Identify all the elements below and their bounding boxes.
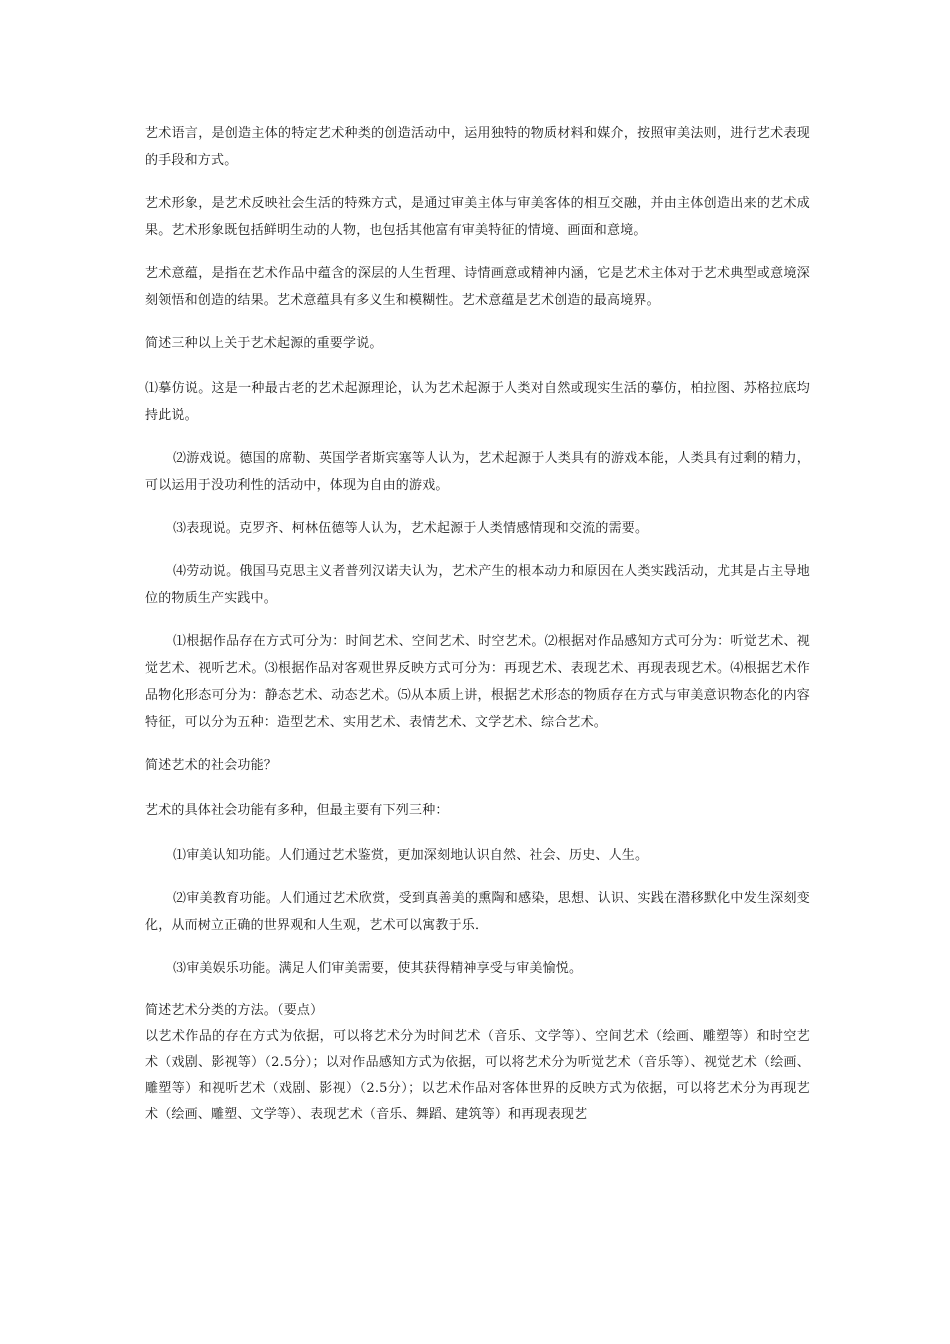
paragraph-art-image: 艺术形象，是艺术反映社会生活的特殊方式，是通过审美主体与审美客体的相互交融，并由主体创造出来的艺术成果。艺术形象既包括鲜明生动的人物，也包括其他富有审美特征的情境、画面和意境。: [145, 196, 810, 238]
answer-labor-theory: ⑷劳动说。俄国马克思主义者普列汉诺夫认为，艺术产生的根本动力和原因在人类实践活动，尤其是占主导地位的物质生产实践中。: [145, 564, 810, 606]
question-social-function: 简述艺术的社会功能？: [145, 758, 278, 773]
answer-play-theory: ⑵游戏说。德国的席勒、英国学者斯宾塞等人认为，艺术起源于人类具有的游戏本能，人类具有过剩的精力，可以运用于没功利性的活动中，体现为自由的游戏。: [145, 451, 810, 493]
paragraph-art-language: 艺术语言，是创造主体的特定艺术种类的创造活动中，运用独特的物质材料和媒介，按照审美法则，进行艺术表现的手段和方式。: [145, 126, 810, 168]
paragraph-art-connotation: 艺术意蕴，是指在艺术作品中蕴含的深层的人生哲理、诗情画意或精神内涵，它是艺术主体对于艺术典型或意境深刻领悟和创造的结果。艺术意蕴具有多义生和模糊性。艺术意蕴是艺术创造的最高境界。: [145, 266, 810, 308]
question-classification-method: 简述艺术分类的方法。（要点）: [145, 1003, 324, 1018]
answer-cognitive-function: ⑴审美认知功能。人们通过艺术鉴赏，更加深刻地认识自然、社会、历史、人生。: [173, 848, 649, 863]
answer-imitation-theory: ⑴摹仿说。这是一种最古老的艺术起源理论，认为艺术起源于人类对自然或现实生活的摹仿，柏拉图、苏格拉底均持此说。: [145, 381, 810, 423]
answer-education-function: ⑵审美教育功能。人们通过艺术欣赏，受到真善美的熏陶和感染，思想、认识、实践在潜移默化中发生深刻变化，从而树立正确的世界观和人生观，艺术可以寓教于乐．: [145, 891, 810, 933]
answer-expression-theory: ⑶表现说。克罗齐、柯林伍德等人认为，艺术起源于人类情感情现和交流的需要。: [173, 521, 649, 536]
document-page: [145, 120, 810, 1128]
paragraph-classification-list: ⑴根据作品存在方式可分为：时间艺术、空间艺术、时空艺术。⑵根据对作品感知方式可分为：听觉艺术、视觉艺术、视听艺术。⑶根据作品对客观世界反映方式可分为：再现艺术、表现艺术、再现表现艺术。⑷根据艺术作品物化形态可分为：静态艺术、动态艺术。⑸从本质上讲，根据艺术形态的物质存在方式与审美意识物态化的内容特征，可以分为五种：造型艺术、实用艺术、表情艺术、文学艺术、综合艺术。: [145, 634, 810, 730]
answer-entertainment-function: ⑶审美娱乐功能。满足人们审美需要，使其获得精神享受与审美愉悦。: [173, 961, 583, 976]
question-art-origin: 简述三种以上关于艺术起源的重要学说。: [145, 336, 383, 351]
answer-classification-method: 以艺术作品的存在方式为依据，可以将艺术分为时间艺术（音乐、文学等）、空间艺术（绘画、雕塑等）和时空艺术（戏剧、影视等）（2.5分）；以对作品感知方式为依据，可以将艺术分为听觉艺术（音乐等）、视觉艺术（绘画、雕塑等）和视听艺术（戏剧、影视）（2.5分）；以艺术作品对客体世界的反映方式为依据，可以将艺术分为再现艺术（绘画、雕塑、文学等）、表现艺术（音乐、舞蹈、建筑等）和再现表现艺: [145, 1029, 810, 1122]
paragraph-function-intro: 艺术的具体社会功能有多种，但最主要有下列三种：: [145, 803, 449, 818]
